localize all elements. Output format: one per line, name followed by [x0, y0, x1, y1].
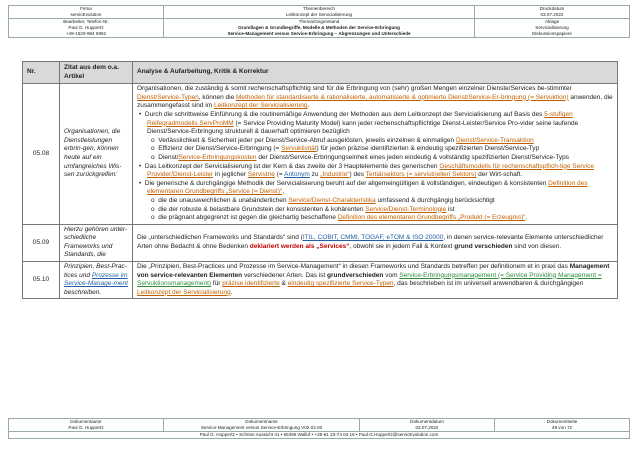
text: die prägnant abgegrenzt ist gegen die gleichartig beschaffene — [158, 214, 338, 222]
text: der Wirt-schaft. — [476, 171, 523, 179]
text: & — [279, 280, 288, 288]
link-erbringungskosten[interactable]: Service-Erbringungskosten — [178, 153, 257, 161]
ablage-value2: Diskussionspapiere — [532, 31, 572, 36]
link-dienst-service-typen[interactable]: Dienst/Service-Typen — [137, 93, 199, 101]
link-geschaeftsmodell[interactable]: Geschäftsmodells für rechenschaftspflich-tige Service Provider/Dienst-Leister — [147, 162, 594, 179]
sub-item: o die der robuste & belastbare Grundstein der konsistenten & kohärenten Service/Dienst-Terminologie ist — [151, 205, 455, 213]
seite-cell — [495, 419, 630, 432]
bearbeiter-cell — [9, 19, 164, 38]
text: Die „Prinzipien, Best-Practices und Prozesse im Service-Management“ in diesen Frameworks und Standards betreffen per definitionem et in praxi das — [137, 263, 570, 271]
link-servpromm[interactable]: 5-stufigen Reifegradmodells ServProMM — [147, 110, 573, 127]
row-analyse — [133, 224, 618, 261]
col-analyse-header: Analyse & Aufarbeitung, Kritik & Korrektur — [133, 62, 618, 84]
highlight-verschieden: grund verschieden — [454, 242, 513, 250]
link-leitkonzept[interactable]: Leitkonzept der Servicialisierung — [213, 102, 308, 110]
text: ) des — [349, 171, 366, 179]
datum-cell — [360, 419, 495, 432]
link-tertiaersektor[interactable]: Tertiärsektors (= servistriellen Sektors) — [365, 171, 477, 179]
datum-value: 03.07.2022 — [415, 425, 439, 430]
text: für — [211, 280, 223, 288]
druckdatum-cell — [475, 6, 630, 19]
text: umfassend & durchgängig berücksichtigt — [375, 196, 495, 204]
thema-line1: Grundlagen & Grundbegriffe, Modelle & Methoden der Service-Erbringung — [238, 25, 400, 30]
seite-value: 49 von 72 — [551, 425, 573, 430]
text: Durch die schrittweise Einführung & die routinemäßige Anwendung der Methoden aus dem Leitkonzept der Servicialisierung auf Basis des — [144, 110, 545, 118]
seite-label: Dokumentseite — [546, 419, 578, 424]
themenbereich-cell — [164, 6, 475, 19]
firma-cell — [9, 6, 164, 19]
text: die die unausweichlichen & unabänderlichen — [158, 196, 289, 204]
text: Prinzipien, Best-Prac-tices und — [64, 263, 127, 279]
link-methoden[interactable]: Methoden für standardisierte & rationalisierte, automatisierte & optimierte Dienst/Service-Er-bringung (= Servuktion) — [236, 93, 569, 101]
row-zitat: Hierzu gehören unter-schiedliche Frameworks und Standards, die — [60, 224, 133, 261]
bearbeiter-label: Bearbeiter, Telefon-Nr. — [63, 19, 109, 24]
text: Die „unterschiedlichen Frameworks und Standards“ sind ( — [137, 234, 303, 242]
link-service-typen[interactable]: eindeutig spezifizierte Service-Typen — [287, 280, 394, 288]
link-identifizierte[interactable]: präzise identifizierte — [222, 280, 280, 288]
sub-item: o Dienst/Service-Erbringungskosten der Dienst/Service-Erbringungseinheit eines jeden eindeutig & vollständig spezifizierten Dienst/Service-Typs — [151, 153, 570, 161]
text: die der robuste & belastbare Grundstein der konsistenten & kohärenten — [158, 205, 366, 213]
thema-label: Thema/Gegenstand — [298, 19, 340, 24]
bullet-item: • Das Leitkonzept der Servicialisierung ist der Kern & das zweite der 3 Hauptelemente des generischen Geschäftsmodells für rechenschaftspflich-tige Service Provider/Dienst-Leister in jeglicher Servistrie (= Antonym zu „Industrie“) des Tertiärsektors (= servistriellen Sektors) der Wirt-schaft. — [139, 162, 594, 179]
text: . — [307, 102, 310, 110]
text: (= — [274, 171, 285, 179]
autor-cell — [9, 419, 164, 432]
bearbeiter-phone: +49-1520-984 5962 — [65, 31, 107, 36]
text: , in denen service-relevante Elemente unterschiedlicher Arten ohne Bedacht & ohne Bedenken — [137, 234, 604, 250]
row-analyse — [133, 84, 618, 225]
link-antonym[interactable]: Antonym — [284, 171, 310, 179]
highlight-management: Management von service-relevanten Elementen — [137, 263, 610, 279]
text: vom — [383, 271, 400, 279]
row-nr: 05.08 — [23, 84, 60, 225]
highlight-deklariert: deklariert werden als „Services“ — [249, 242, 350, 250]
text: beschreiben. — [64, 288, 102, 296]
col-zitat-header: Zitat aus dem o.a. Artikel — [60, 62, 133, 84]
name-label: Dokumentname — [245, 419, 278, 424]
document-footer — [8, 418, 630, 439]
themenbereich-value: Leitkonzept der Servicialisierung — [285, 12, 353, 17]
text: Das Leitkonzept der Servicialisierung ist der Kern & das zweite der 3 Hauptelemente des generischen — [144, 162, 440, 170]
ablage-cell — [475, 19, 630, 38]
table-row — [23, 262, 618, 299]
highlight-grundverschieden: grundverschieden — [327, 271, 384, 279]
name-cell — [164, 419, 360, 432]
link-servuktivitaet[interactable]: Servuktivität — [281, 145, 317, 153]
link-transaktion[interactable]: Dienst/Service-Transaktion — [455, 136, 534, 144]
document-header — [8, 5, 630, 38]
paragraph — [137, 234, 613, 251]
table-row — [23, 224, 618, 261]
text: Effizienz der Dienst/Service-Erbringung (= — [158, 145, 282, 153]
sub-item: o die die unausweichlichen & unabänderlichen Service/Dienst-Charakteristika umfassend & durchgängig berücksichtigt — [151, 196, 495, 204]
paragraph — [137, 263, 613, 297]
link-definition-service[interactable]: Definition des elementaren Grundbegriffs „Service (= Dienst)“ — [147, 179, 588, 196]
text: zu — [309, 171, 321, 179]
text: , obwohl sie in jedem Fall & Kontext — [349, 242, 455, 250]
text: der Dienst/Service-Erbringungseinheit eines jeden eindeutig & vollständig spezifizierten Dienst/Service-Typs — [256, 153, 570, 161]
text: ) für jeden präzise identifizierten & eindeutig spezifizierten Dienst/Service-Typ — [316, 145, 540, 153]
link-frameworks[interactable]: ITIL, COBIT, CMMI, TOGAF, eTOM & ISO 20000 — [302, 234, 444, 242]
themenbereich-label: Themenbereich — [303, 6, 335, 11]
ablage-value1: Servicialisierung — [535, 25, 569, 30]
text: , — [282, 188, 284, 196]
text: . — [525, 214, 528, 222]
table-header-row — [23, 62, 618, 84]
text: Verlässlichkeit & Sicherheit jeder per Dienst/Service-Abruf ausgelösten, jeweils einzelnen & einmaligen — [158, 136, 456, 144]
link-servistrie[interactable]: Servistrie — [247, 171, 275, 179]
name-value: Service-Management versus Service-Erbringung V02.02.00 — [200, 425, 323, 430]
sub-item: o Effizienz der Dienst/Service-Erbringung (= Servuktivität) für jeden präzise identifizierten & eindeutig spezifizierten Dienst/Service-Typ — [151, 145, 540, 153]
row-nr: 05.10 — [23, 262, 60, 299]
text: ist — [446, 205, 455, 213]
link-terminologie[interactable]: Service/Dienst-Terminologie — [365, 205, 447, 213]
text: Dienst/ — [158, 153, 179, 161]
sub-item: o Verlässlichkeit & Sicherheit jeder per Dienst/Service-Abruf ausgelösten, jeweils einzelnen & einmaligen Dienst/Service-Transaktion — [151, 136, 534, 144]
sub-item: o die prägnant abgegrenzt ist gegen die gleichartig beschaffene Definition des elementaren Grundbegriffs „Produkt (= Erzeugnis)“. — [151, 214, 528, 222]
row-zitat: Organisationen, die Dienstleistungen erbrin-gen, können heute auf ein umfangreiches Wis-sen zurückgreifen: — [60, 84, 133, 225]
link-prozesse[interactable]: Prozesse im Service-Manage-ment — [64, 271, 128, 288]
ablage-label: Ablage — [544, 19, 560, 24]
firma-value: servicEvolution — [70, 12, 102, 17]
paragraph — [137, 85, 613, 111]
text: Die generische & durchgängige Methodik der Servicialisierung beruht auf der allgemeingültigen & vollständigen, eindeutigen & konsistenten — [144, 179, 549, 187]
text: sind von diesen. — [512, 242, 562, 250]
text: Organisationen, die zuständig & somit rechenschaftspflichtig sind für die Erbringung von (sehr) großen Mengen einzelner Dienste/Services be-stimmter — [137, 85, 572, 93]
analysis-table — [22, 61, 618, 299]
link-industrie[interactable]: „Industrie“ — [320, 171, 350, 179]
table-row — [23, 84, 618, 225]
footer-address: Paul G. Huppertz • Schöne Aussicht 41 • 65396 Walluf • +49-61 23-74 04 16 • Paul.G.Huppertz@servicEvolution.com — [9, 432, 630, 439]
bullet-item: • Durch die schrittweise Einführung & die routinemäßige Anwendung der Methoden aus dem Leitkonzept der Servicialisierung auf Basis des 5-stufigen Reifegradmodells ServProMM (= Service Providing Maturity Model) kann jeder rechenschaftspflichtige Dienst-Leister/Service Pro-vider seine laufende Dienst/Service-Erbringung strukturell & dauerhaft optimieren bezüglich — [139, 110, 579, 136]
bullet-item: • Die generische & durchgängige Methodik der Servicialisierung beruht auf der allgemeingültigen & vollständigen, eindeutigen & konsistenten Definition des elementaren Grundbegriffs „Service (= Dienst)“, — [139, 179, 588, 196]
bearbeiter-name: Paul G. Huppertz — [68, 25, 104, 30]
thema-cell — [164, 19, 475, 38]
link-erbringungsmanagement[interactable]: Service-Erbringungsmanagement (= Service Providing Management = Servuktionsmanagement) — [137, 271, 602, 288]
row-analyse — [133, 262, 618, 299]
row-nr: 05.09 — [23, 224, 60, 261]
firma-label: Firma — [80, 6, 92, 11]
autor-value: Paul G. Huppertz — [68, 425, 104, 430]
text: in jeglicher — [213, 171, 248, 179]
link-leitkonzept[interactable]: Leitkonzept der Servicialisierung — [137, 288, 231, 296]
col-nr-header: Nr. — [23, 62, 60, 84]
druckdatum-label: Druckdatum — [539, 6, 565, 11]
row-zitat — [60, 262, 133, 299]
text: , können die — [198, 93, 237, 101]
text: verschiedener Arten. Das ist — [242, 271, 328, 279]
datum-label: Dokumentdatum — [410, 419, 444, 424]
thema-line2: Service-Management versus Service-Erbringung – Abgrenzungen und Unterschiede — [227, 31, 411, 36]
druckdatum-value: 03.07.2022 — [540, 12, 564, 17]
text: . — [230, 288, 233, 296]
autor-label: Dokumentautor — [70, 419, 102, 424]
text: anwenden, die zusammengefasst sind im — [137, 93, 613, 110]
link-definition-produkt[interactable]: Definition des elementaren Grundbegriffs „Produkt (= Erzeugnis)“ — [337, 214, 526, 222]
text: , das beschrieben ist im universell anwendbaren & durchgängigen — [393, 280, 584, 288]
text: (= Service Providing Maturity Model) kann jeder rechenschaftspflichtige Dienst-Leister/Service Pro-vider seine laufende Dienst/Service-Erbringung strukturell & dauerhaft optimieren bezüglich — [147, 119, 579, 136]
link-charakteristika[interactable]: Service/Dienst-Charakteristika — [288, 196, 376, 204]
